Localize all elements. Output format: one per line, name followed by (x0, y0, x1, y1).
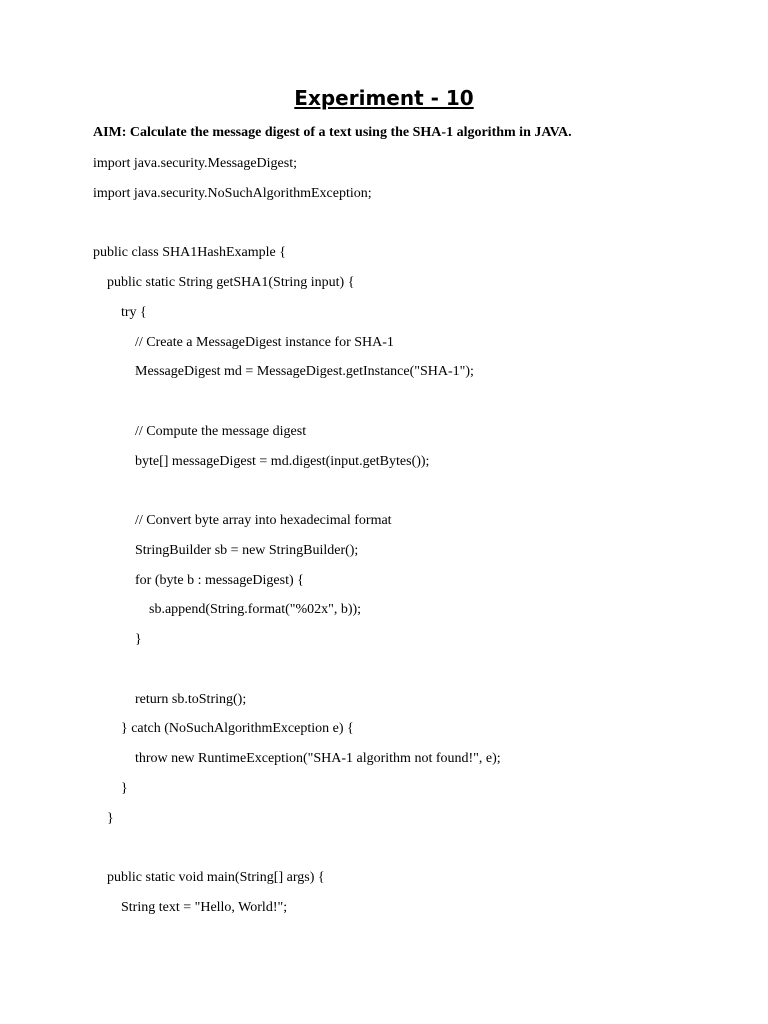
code-line: } (93, 632, 142, 647)
code-line (93, 393, 501, 423)
code-line: sb.append(String.format("%02x", b)); (93, 602, 362, 618)
document-title-text: Experiment - 10 (294, 86, 474, 110)
code-line: public static void main(String[] args) { (93, 870, 325, 885)
code-line (93, 482, 501, 512)
code-line: return sb.toString(); (93, 691, 247, 707)
code-line: import java.security.MessageDigest; (93, 156, 297, 171)
code-line: public static String getSHA1(String input) { (93, 275, 355, 290)
code-line: import java.security.NoSuchAlgorithmException; (93, 185, 372, 201)
code-line: } catch (NoSuchAlgorithmException e) { (93, 721, 354, 737)
code-line: // Compute the message digest (93, 423, 307, 439)
code-line: try { (93, 304, 147, 320)
code-listing (93, 155, 501, 929)
code-line: } (93, 810, 114, 826)
code-line: throw new RuntimeException("SHA-1 algorithm not found!", e); (93, 751, 501, 766)
code-line (93, 215, 501, 245)
code-line: String text = "Hello, World!"; (93, 899, 288, 915)
code-line (93, 661, 501, 691)
code-line: StringBuilder sb = new StringBuilder(); (93, 542, 359, 558)
code-line: // Create a MessageDigest instance for SHA-1 (93, 334, 394, 350)
code-line: } (93, 780, 128, 796)
code-line (93, 839, 501, 869)
document-title (0, 84, 768, 112)
code-line: for (byte b : messageDigest) { (93, 572, 304, 588)
code-line: byte[] messageDigest = md.digest(input.getBytes()); (93, 453, 430, 469)
code-line: MessageDigest md = MessageDigest.getInstance("SHA-1"); (93, 364, 474, 380)
code-line: public class SHA1HashExample { (93, 245, 286, 261)
code-line: // Convert byte array into hexadecimal format (93, 513, 392, 528)
aim-statement: AIM: Calculate the message digest of a text using the SHA-1 algorithm in JAVA. (93, 125, 572, 140)
